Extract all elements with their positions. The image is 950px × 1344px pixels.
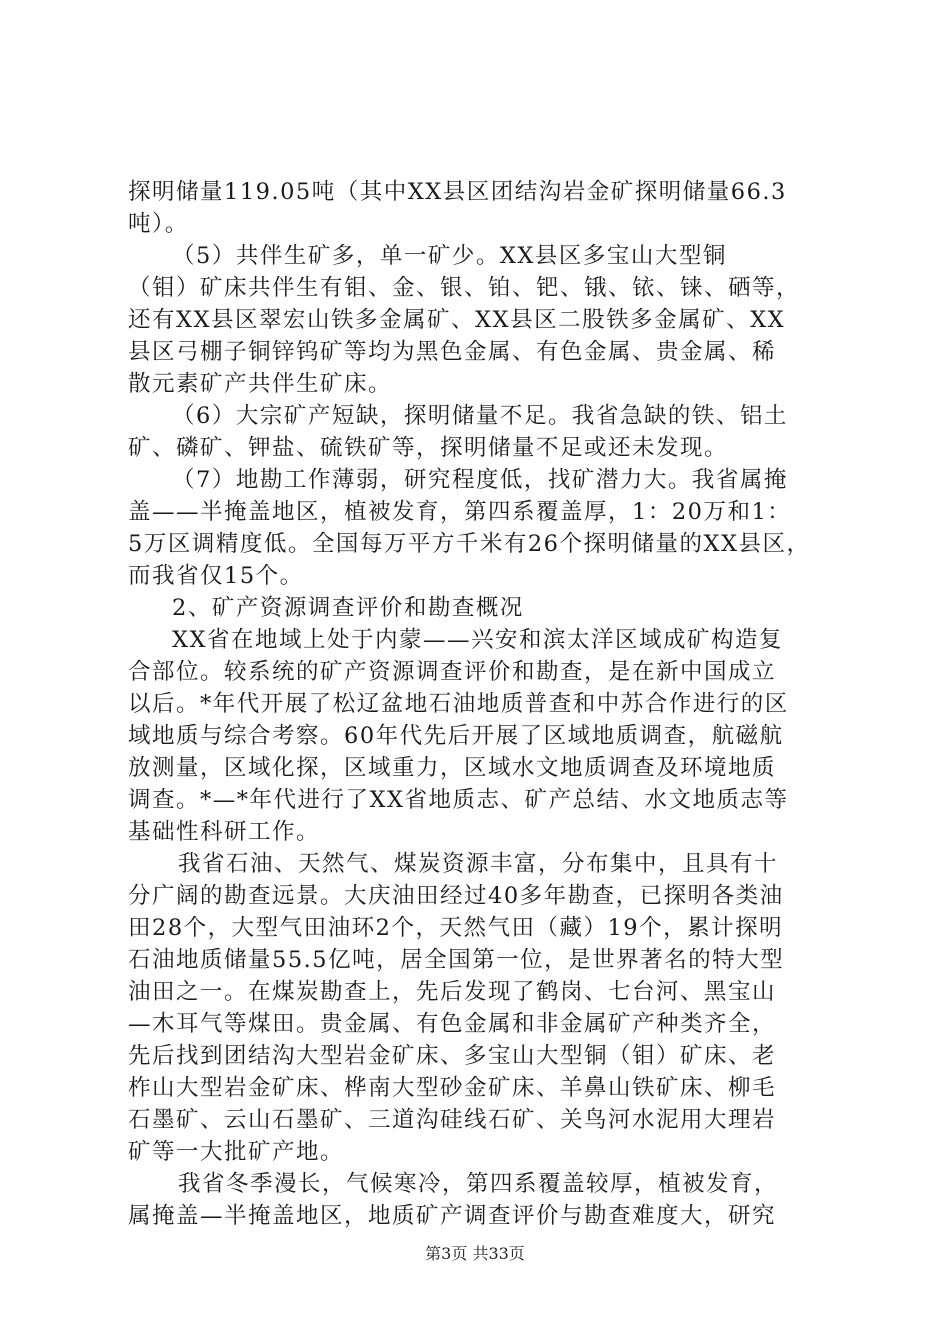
text-line: 石墨矿、云山石墨矿、三道沟硅线石矿、关鸟河水泥用大理岩 [128, 1107, 777, 1133]
text-line: 合部位。较系统的矿产资源调查评价和勘查，是在新中国成立 [128, 659, 777, 685]
text-line: 油田之一。在煤炭勘查上，先后发现了鹤岗、七台河、黑宝山 [128, 979, 777, 1005]
text-line: 基础性科研工作。 [128, 819, 321, 845]
text-line: 我省石油、天然气、煤炭资源丰富，分布集中，且具有十 [178, 851, 779, 877]
text-line: （7）地勘工作薄弱，研究程度低，找矿潜力大。我省属掩 [172, 467, 788, 493]
text-line: （6）大宗矿产短缺，探明储量不足。我省急缺的铁、铝土 [172, 403, 788, 429]
text-line: 先后找到团结沟大型岩金矿床、多宝山大型铜（钼）矿床、老 [128, 1043, 777, 1069]
text-line: 以后。*年代开展了松辽盆地石油地质普查和中苏合作进行的区 [128, 691, 789, 717]
text-line: 分广阔的勘查远景。大庆油田经过40多年勘查，已探明各类油 [128, 883, 784, 909]
text-line: 放测量，区域化探，区域重力，区域水文地质调查及环境地质 [128, 755, 777, 781]
text-line: 矿等一大批矿产地。 [128, 1139, 345, 1165]
text-line: 柞山大型岩金矿床、桦南大型砂金矿床、羊鼻山铁矿床、柳毛 [128, 1075, 777, 1101]
text-line: 我省冬季漫长，气候寒冷，第四系覆盖较厚，植被发育， [178, 1171, 779, 1197]
text-line: 还有XX县区翠宏山铁多金属矿、XX县区二股铁多金属矿、XX [128, 307, 786, 333]
text-line: 盖——半掩盖地区，植被发育，第四系覆盖厚，1：20万和1： [128, 499, 792, 525]
text-line: 5万区调精度低。全国每万平方千米有26个探明储量的XX县区， [128, 531, 811, 557]
text-line: 散元素矿产共伴生矿床。 [128, 371, 393, 397]
text-line: 吨）。 [128, 211, 189, 237]
text-line: 调查。*—*年代进行了XX省地质志、矿产总结、水文地质志等 [128, 787, 789, 813]
text-line: 而我省仅15个。 [128, 563, 304, 589]
section-heading: 2、矿产资源调查评价和勘查概况 [172, 595, 524, 621]
text-line: 县区弓棚子铜锌钨矿等均为黑色金属、有色金属、贵金属、稀 [128, 339, 777, 365]
text-line: 石油地质储量55.5亿吨，居全国第一位，是世界著名的特大型 [128, 947, 785, 973]
text-line: 属掩盖—半掩盖地区，地质矿产调查评价与勘查难度大，研究 [128, 1203, 777, 1229]
text-line: （钼）矿床共伴生有钼、金、银、铂、钯、锇、铱、铼、硒等， [128, 275, 801, 301]
text-line: 域地质与综合考察。60年代先后开展了区域地质调查，航磁航 [128, 723, 784, 749]
text-line: XX省在地域上处于内蒙——兴安和滨太洋区域成矿构造复 [172, 627, 784, 653]
text-line: 矿、磷矿、钾盐、硫铁矿等，探明储量不足或还未发现。 [128, 435, 729, 461]
text-line: 探明储量119.05吨（其中XX县区团结沟岩金矿探明储量66.3 [128, 179, 787, 205]
text-line: 田28个，大型气田油环2个，天然气田（藏）19个，累计探明 [128, 915, 784, 941]
text-line: （5）共伴生矿多，单一矿少。XX县区多宝山大型铜 [172, 243, 727, 269]
page-number-footer: 第3页 共33页 [425, 1244, 525, 1263]
text-line: —木耳气等煤田。贵金属、有色金属和非金属矿产种类齐全， [128, 1011, 777, 1037]
